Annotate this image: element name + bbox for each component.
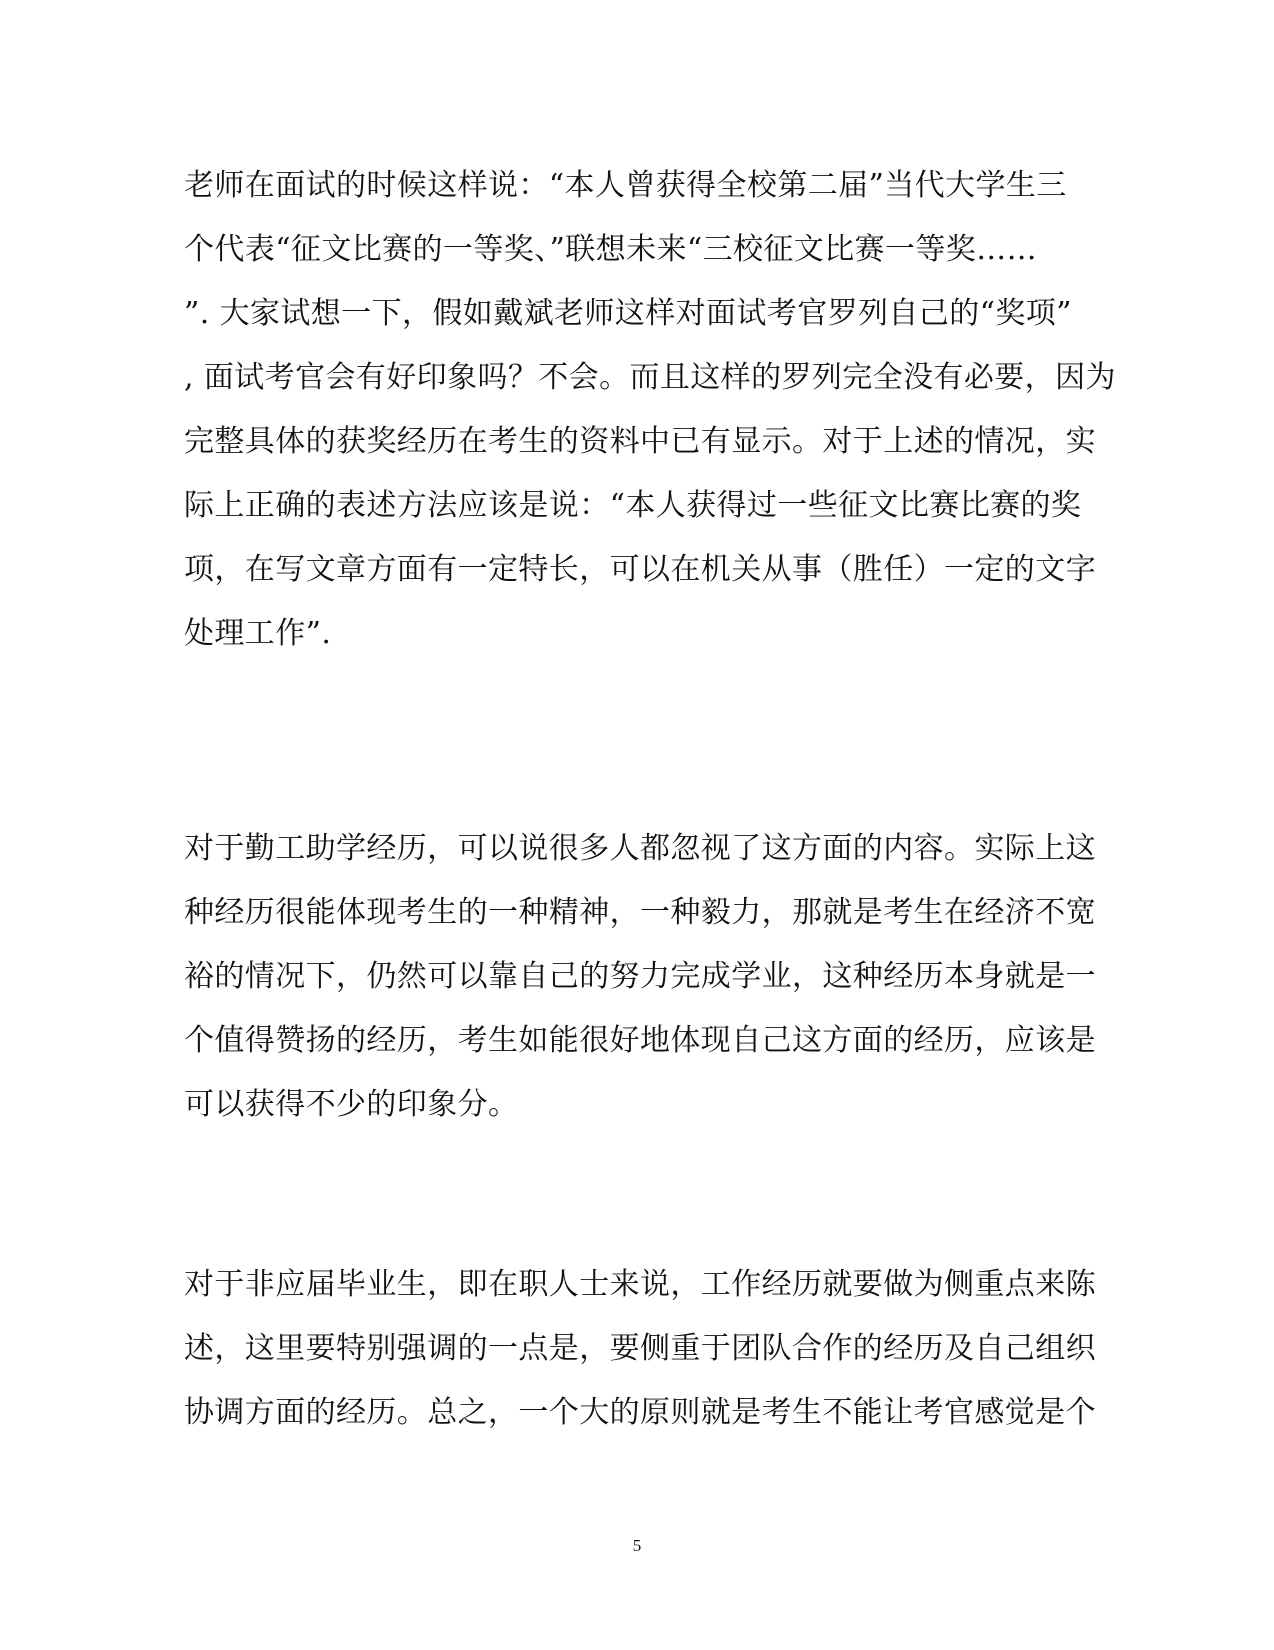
text-line: 个值得赞扬的经历，考生如能很好地体现自己这方面的经历，应该是 bbox=[184, 1023, 1096, 1058]
text-line: 项，在写文章方面有一定特长，可以在机关从事（胜任）一定的文字 bbox=[184, 552, 1096, 587]
text-line: 协调方面的经历。总之，一个大的原则就是考生不能让考官感觉是个 bbox=[184, 1395, 1096, 1430]
text-line: 际上正确的表述方法应该是说：“本人获得过一些征文比赛比赛的奖 bbox=[184, 488, 1082, 523]
text-line: 对于非应届毕业生，即在职人士来说，工作经历就要做为侧重点来陈 bbox=[184, 1267, 1096, 1302]
text-line: 种经历很能体现考生的一种精神，一种毅力，那就是考生在经济不宽 bbox=[184, 895, 1096, 930]
paragraph-work-experience bbox=[184, 1253, 1096, 1445]
text-line: 老师在面试的时候这样说：“本人曾获得全校第二届”当代大学生三 bbox=[184, 168, 1067, 203]
paragraph-awards bbox=[184, 154, 1116, 666]
text-line: 裕的情况下，仍然可以靠自己的努力完成学业，这种经历本身就是一 bbox=[184, 959, 1096, 994]
paragraph-work-study bbox=[184, 817, 1096, 1137]
page-number: 5 bbox=[632, 1536, 642, 1555]
text-line: , 面试考官会有好印象吗？不会。而且这样的罗列完全没有必要，因为 bbox=[184, 360, 1116, 395]
text-line: 处理工作”. bbox=[184, 616, 332, 651]
text-line: 完整具体的获奖经历在考生的资料中已有显示。对于上述的情况，实 bbox=[184, 424, 1096, 459]
text-line: 对于勤工助学经历，可以说很多人都忽视了这方面的内容。实际上这 bbox=[184, 831, 1096, 866]
text-line: 述，这里要特别强调的一点是，要侧重于团队合作的经历及自己组织 bbox=[184, 1331, 1096, 1366]
text-line: 可以获得不少的印象分。 bbox=[184, 1087, 519, 1122]
text-line: ”. 大家试想一下，假如戴斌老师这样对面试考官罗列自己的“奖项” bbox=[184, 296, 1072, 331]
text-line: 个代表“征文比赛的一等奖、”联想未来“三校征文比赛一等奖…… bbox=[184, 232, 1038, 267]
